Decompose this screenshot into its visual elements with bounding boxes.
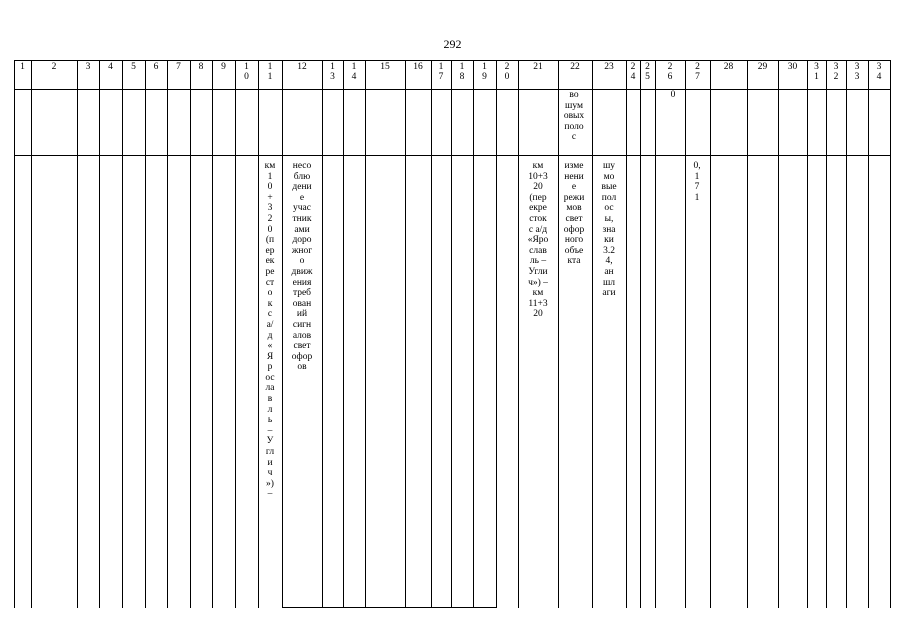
cell-col27-value: 0, 1 7 1 [693, 161, 701, 203]
cell-col12-cause: несо блю дени е учас тник ами доро жног о движ ения треб ован ий сигн алов свет офор ов [291, 161, 313, 373]
column-divider [685, 60, 686, 608]
cell-col11-location: км 1 0 + 3 2 0 (п ер ек ре ст о к с а/ д « Я р ос ла в л ь – У гл и ч ») – [264, 161, 276, 500]
column-divider [807, 60, 808, 608]
column-header: 7 [176, 62, 181, 72]
column-divider [167, 60, 168, 608]
column-header: 1 0 [244, 62, 249, 82]
column-divider [518, 60, 519, 608]
column-divider [846, 60, 847, 608]
column-divider [868, 60, 869, 608]
page-number: 292 [443, 37, 462, 51]
column-header: 2 [51, 62, 57, 72]
column-divider [655, 60, 656, 608]
column-header: 23 [604, 62, 614, 72]
column-divider [710, 60, 711, 608]
row-divider [282, 607, 496, 608]
column-header: 5 [131, 62, 136, 72]
column-divider [747, 60, 748, 608]
column-header: 1 4 [351, 62, 357, 82]
column-header: 8 [198, 62, 204, 72]
column-header: 21 [533, 62, 543, 72]
column-header: 16 [413, 62, 423, 72]
column-header: 2 4 [630, 62, 636, 82]
cell-col26-continuation: 0 [670, 90, 676, 100]
column-header: 3 1 [814, 62, 819, 82]
column-header: 6 [153, 62, 159, 72]
column-divider [343, 60, 344, 608]
cell-col21-section: км 10+3 20 (пер екре сток с а/д «Яро слав ль – Угли ч») – км 11+3 20 [527, 161, 549, 320]
column-divider [14, 60, 15, 608]
column-header: 1 8 [459, 62, 465, 82]
row-divider [14, 60, 890, 61]
column-header: 30 [787, 62, 798, 72]
column-divider [473, 60, 474, 608]
column-divider [890, 60, 891, 608]
column-header: 28 [723, 62, 734, 72]
column-divider [431, 60, 432, 608]
cell-col22-measure: изме нени е режи мов свет офор ного объе кта [563, 161, 585, 267]
column-divider [496, 60, 497, 608]
column-header: 1 3 [330, 62, 335, 82]
column-divider [235, 60, 236, 608]
column-divider [592, 60, 593, 608]
column-header: 3 4 [876, 62, 882, 82]
column-header: 2 6 [667, 62, 673, 82]
cell-col23-devices: шу мо вые пол ос ы, зна ки 3.2 4, ан шл аги [601, 161, 617, 299]
column-header: 15 [380, 62, 390, 72]
column-divider [778, 60, 779, 608]
column-divider [145, 60, 146, 608]
row-divider [14, 155, 890, 156]
column-header: 1 [20, 62, 25, 72]
column-header: 4 [108, 62, 113, 72]
column-divider [190, 60, 191, 608]
row-divider [14, 89, 890, 90]
column-header: 29 [757, 62, 768, 72]
cell-col22-continuation: во шум овых поло с [563, 90, 585, 143]
column-header: 2 5 [645, 62, 650, 82]
column-header: 3 [85, 62, 91, 72]
column-divider [826, 60, 827, 608]
column-header: 3 3 [854, 62, 860, 82]
column-header: 9 [221, 62, 226, 72]
column-header: 1 1 [267, 62, 273, 82]
column-header: 2 7 [695, 62, 700, 82]
column-divider [99, 60, 100, 608]
column-header: 1 7 [438, 62, 444, 82]
column-header: 3 2 [833, 62, 839, 82]
column-divider [640, 60, 641, 608]
column-divider [365, 60, 366, 608]
column-header: 1 9 [482, 62, 487, 82]
column-header: 2 0 [504, 62, 510, 82]
column-divider [122, 60, 123, 608]
column-header: 22 [570, 62, 580, 72]
column-divider [626, 60, 627, 608]
column-divider [405, 60, 406, 608]
column-header: 12 [297, 62, 307, 72]
column-divider [451, 60, 452, 608]
column-divider [31, 60, 32, 608]
column-divider [322, 60, 323, 608]
column-divider [77, 60, 78, 608]
column-divider [212, 60, 213, 608]
